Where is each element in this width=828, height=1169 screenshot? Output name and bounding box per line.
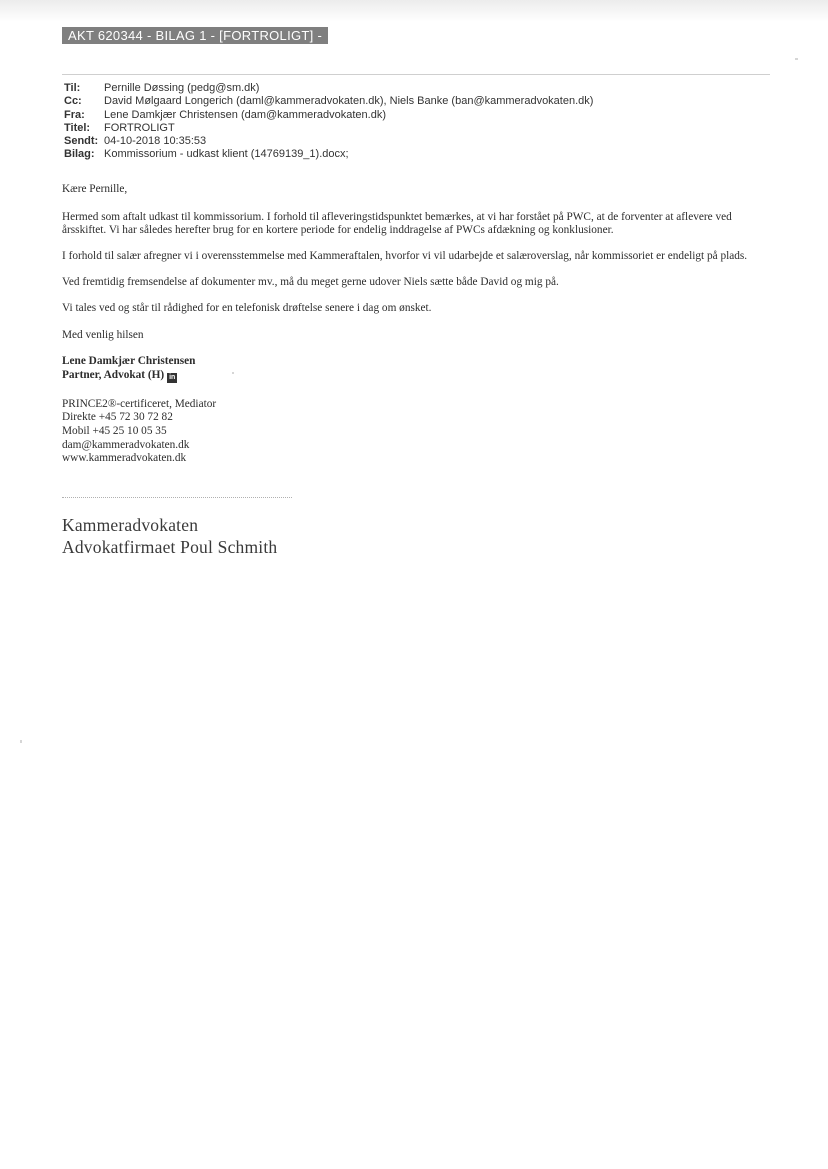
greeting: Kære Pernille, xyxy=(62,183,128,195)
signature-block xyxy=(62,355,777,466)
header-label: Cc: xyxy=(64,95,82,108)
email-link[interactable]: dam@kammeradvokaten.dk xyxy=(62,438,190,451)
document-stamp: AKT 620344 - BILAG 1 - [FORTROLIGT] - xyxy=(62,27,328,44)
signature-name: Lene Damkjær Christensen xyxy=(62,355,196,368)
header-sent xyxy=(64,135,593,148)
contact-details xyxy=(62,398,777,466)
firm-name: Kammeradvokaten xyxy=(62,515,199,535)
header-to xyxy=(64,82,593,95)
header-value: 04-10-2018 10:35:53 xyxy=(104,135,207,148)
header-title xyxy=(64,122,593,135)
header-value: David Mølgaard Longerich (daml@kammeradvokaten.dk), Niels Banke (ban@kammeradvokaten.dk) xyxy=(104,95,594,108)
body-paragraph: Ved fremtidig fremsendelse af dokumenter mv., må du meget gerne udover Niels sætte både David og mig på. xyxy=(62,276,559,289)
header-label: Fra: xyxy=(64,108,85,121)
header-label: Bilag: xyxy=(64,148,95,161)
closing: Med venlig hilsen xyxy=(62,328,144,341)
firm-subtitle: Advokatfirmaet Poul Schmith xyxy=(62,537,278,557)
header-label: Til: xyxy=(64,82,81,94)
header-label: Sendt: xyxy=(64,135,99,148)
scan-speck xyxy=(20,740,22,743)
email-body xyxy=(62,183,777,466)
header-divider xyxy=(62,74,770,75)
scan-shadow xyxy=(0,0,828,22)
header-value: Lene Damkjær Christensen (dam@kammeradvokaten.dk) xyxy=(104,108,386,121)
scan-speck xyxy=(795,58,798,60)
header-value: Kommissorium - udkast klient (14769139_1).docx; xyxy=(104,148,349,161)
body-paragraph: Hermed som aftalt udkast til kommissorium. I forhold til afleveringstidspunktet bemærkes, at vi har forstået på PWC, at de forventer at aflevere ved årsskiftet. Vi har således herefter brug for en kortere periode for endelig inddragelse af PWCs afdækning og konklusioner. xyxy=(62,210,732,237)
header-from xyxy=(64,109,593,122)
header-value: FORTROLIGT xyxy=(104,121,175,134)
header-cc xyxy=(64,95,593,108)
header-label: Titel: xyxy=(64,121,91,134)
firm-logo-text xyxy=(62,514,277,558)
website-link[interactable]: www.kammeradvokaten.dk xyxy=(62,452,187,465)
signature-divider xyxy=(62,497,292,498)
mobile-phone: Mobil +45 25 10 05 35 xyxy=(62,424,167,437)
linkedin-icon[interactable]: in xyxy=(169,373,176,381)
scan-speck xyxy=(232,372,234,374)
signature-title-row xyxy=(62,369,777,383)
email-headers xyxy=(64,82,593,162)
body-paragraph: Vi tales ved og står til rådighed for en telefonisk drøftelse senere i dag om ønsket. xyxy=(62,302,432,315)
header-value: Pernille Døssing (pedg@sm.dk) xyxy=(104,82,260,94)
body-paragraph: I forhold til salær afregner vi i overensstemmelse med Kammeraftalen, hvorfor vi vil udarbejde et salæroverslag, når kommissoriet er endeligt på plads. xyxy=(62,250,748,263)
direct-phone: Direkte +45 72 30 72 82 xyxy=(62,411,173,424)
signature-title: Partner, Advokat (H) xyxy=(62,368,165,381)
header-attachment xyxy=(64,148,593,161)
certification: PRINCE2®-certificeret, Mediator xyxy=(62,397,217,410)
